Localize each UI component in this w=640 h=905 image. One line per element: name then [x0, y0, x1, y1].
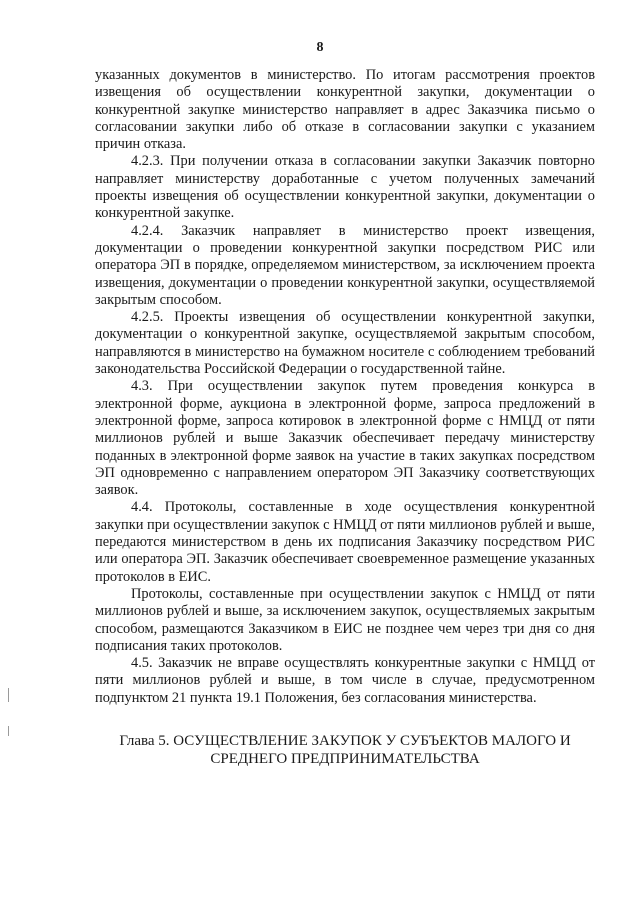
scan-margin-mark — [8, 688, 9, 702]
paragraph-4-2-5: 4.2.5. Проекты извещения об осуществлении конкурентной закупки, документации о конкурентной закупке, осуществляемой закрытым способом, направляются в министерство на бумажном носителе с соблюдением требований законодательства Российской Федерации о государственной тайне. — [95, 309, 595, 378]
document-body — [95, 67, 595, 768]
paragraph-4-5: 4.5. Заказчик не вправе осуществлять конкурентные закупки с НМЦД от пяти миллионов рублей и выше, в том числе в случае, предусмотренном подпунктом 21 пункта 19.1 Положения, без согласования министерства. — [95, 655, 595, 706]
scan-margin-mark — [8, 726, 9, 736]
paragraph-protocols: Протоколы, составленные при осуществлении закупок с НМЦД от пяти миллионов рублей и выше, за исключением закупок, осуществляемых закрытым способом, размещаются Заказчиком в ЕИС не позднее чем через три дня со дня подписания таких протоколов. — [95, 585, 595, 654]
paragraph-4-3: 4.3. При осуществлении закупок путем проведения конкурса в электронной форме, аукциона в электронной форме, запроса предложений в электронной форме, запроса котировок в электронной форме с НМЦД от пяти миллионов рублей и выше Заказчик обеспечивает передачу министерству поданных в электронной форме заявок на участие в таких закупках посредством ЭП одновременно с направлением оператором ЭП Заказчику соответствующих заявок. — [95, 378, 595, 499]
paragraph-continuation: указанных документов в министерство. По итогам рассмотрения проектов извещения об осуществлении конкурентной закупки, документации о конкурентной закупке министерство направляет в адрес Заказчика письмо о согласовании закупки либо об отказе в согласовании закупки с указанием причин отказа. — [95, 67, 595, 153]
paragraph-4-2-3: 4.2.3. При получении отказа в согласовании закупки Заказчик повторно направляет министерству доработанные с учетом полученных замечаний проекты извещения об осуществлении конкурентной закупки, документации о конкурентной закупке. — [95, 153, 595, 222]
page-number: 8 — [316, 40, 324, 55]
paragraph-4-2-4: 4.2.4. Заказчик направляет в министерство проект извещения, документации о проведении конкурентной закупки посредством РИС или оператора ЭП в порядке, определяемом министерством, за исключением проекта извещения, документации о проведении конкурентной закупки, осуществляемой закрытым способом. — [95, 222, 595, 308]
chapter-heading: Глава 5. ОСУЩЕСТВЛЕНИЕ ЗАКУПОК У СУБЪЕКТОВ МАЛОГО И СРЕДНЕГО ПРЕДПРИНИМАТЕЛЬСТВА — [119, 732, 571, 767]
paragraph-4-4: 4.4. Протоколы, составленные в ходе осуществления конкурентной закупки при осуществлении закупок с НМЦД от пяти миллионов рублей и выше, передаются министерством в день их подписания Заказчику посредством РИС или оператора ЭП. Заказчик обеспечивает своевременное размещение указанных протоколов в ЕИС. — [95, 499, 595, 585]
